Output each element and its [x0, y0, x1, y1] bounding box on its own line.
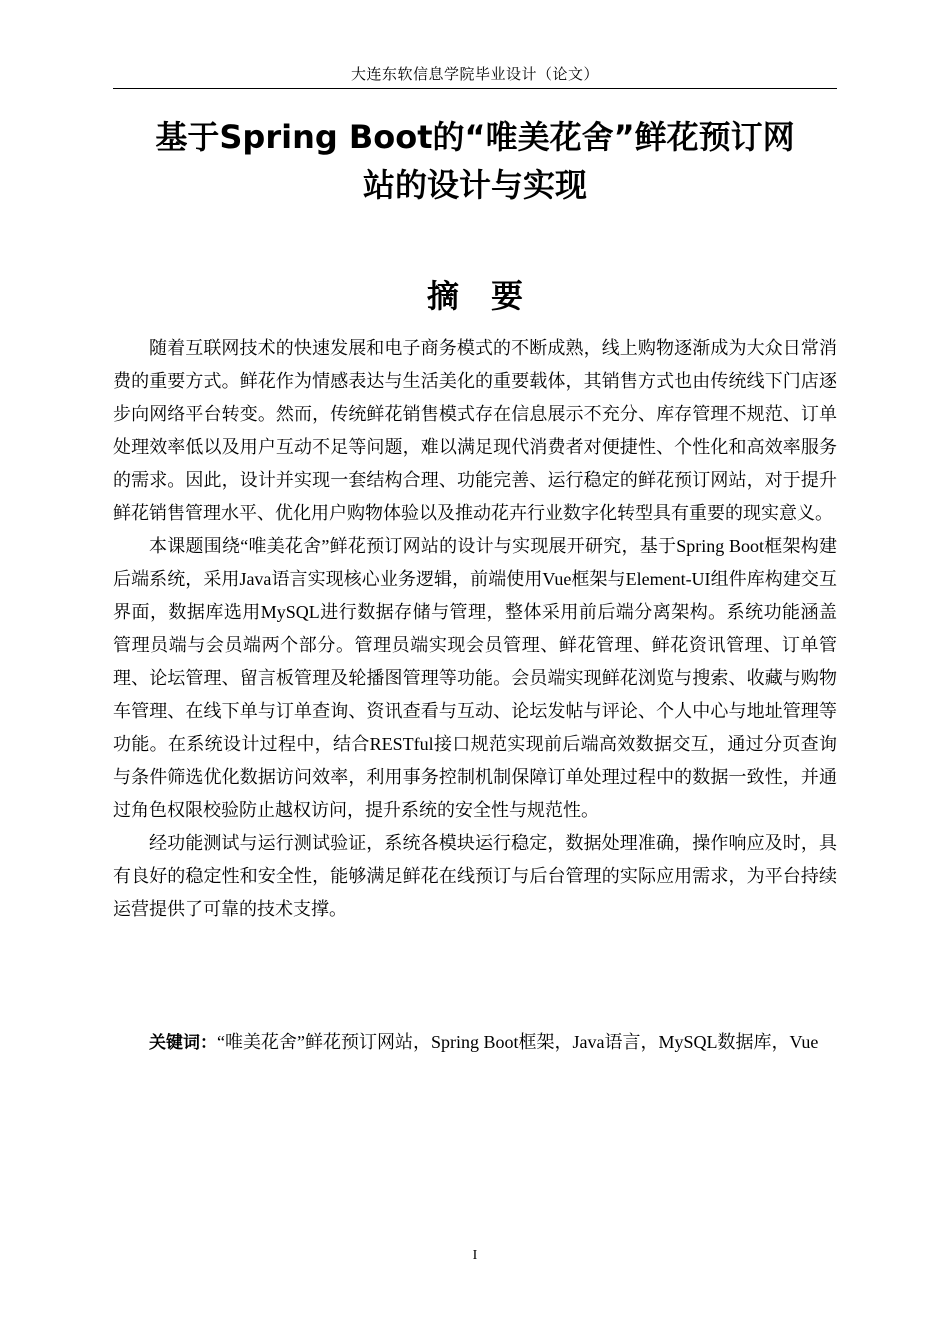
keywords-text: “唯美花舍”鲜花预订网站，Spring Boot框架，Java语言，MySQL数据库，Vue: [217, 1032, 819, 1052]
abstract-paragraph-1: 随着互联网技术的快速发展和电子商务模式的不断成熟，线上购物逐渐成为大众日常消费的重要方式。鲜花作为情感表达与生活美化的重要载体，其销售方式也由传统线下门店逐步向网络平台转变。然而，传统鲜花销售模式存在信息展示不充分、库存管理不规范、订单处理效率低以及用户互动不足等问题，难以满足现代消费者对便捷性、个性化和高效率服务的需求。因此，设计并实现一套结构合理、功能完善、运行稳定的鲜花预订网站，对于提升鲜花销售管理水平、优化用户购物体验以及推动花卉行业数字化转型具有重要的现实意义。: [113, 338, 837, 523]
keywords: [113, 1026, 837, 1060]
keywords-label: 关键词：: [149, 1033, 217, 1053]
document-title-line-2: 站的设计与实现: [362, 166, 587, 204]
abstract-heading: 摘要: [426, 277, 555, 315]
abstract-body: [113, 332, 837, 926]
header-divider: [113, 88, 837, 89]
page-number: I: [472, 1248, 478, 1263]
running-header: 大连东软信息学院毕业设计（论文）: [350, 67, 599, 83]
document-title-line-1: 基于Spring Boot的“唯美花舍”鲜花预订网: [155, 118, 795, 156]
abstract-paragraph-3: 经功能测试与运行测试验证，系统各模块运行稳定，数据处理准确，操作响应及时，具有良好的稳定性和安全性，能够满足鲜花在线预订与后台管理的实际应用需求，为平台持续运营提供了可靠的技术支撑。: [113, 833, 837, 919]
abstract-paragraph-2: 本课题围绕“唯美花舍”鲜花预订网站的设计与实现展开研究，基于Spring Boot框架构建后端系统，采用Java语言实现核心业务逻辑，前端使用Vue框架与Element-UI组件库构建交互界面，数据库选用MySQL进行数据存储与管理，整体采用前后端分离架构。系统功能涵盖管理员端与会员端两个部分。管理员端实现会员管理、鲜花管理、鲜花资讯管理、订单管理、论坛管理、留言板管理及轮播图管理等功能。会员端实现鲜花浏览与搜索、收藏与购物车管理、在线下单与订单查询、资讯查看与互动、论坛发帖与评论、个人中心与地址管理等功能。在系统设计过程中，结合RESTful接口规范实现前后端高效数据交互，通过分页查询与条件筛选优化数据访问效率，利用事务控制机制保障订单处理过程中的数据一致性，并通过角色权限校验防止越权访问，提升系统的安全性与规范性。: [113, 536, 837, 820]
document-title: [113, 113, 837, 209]
